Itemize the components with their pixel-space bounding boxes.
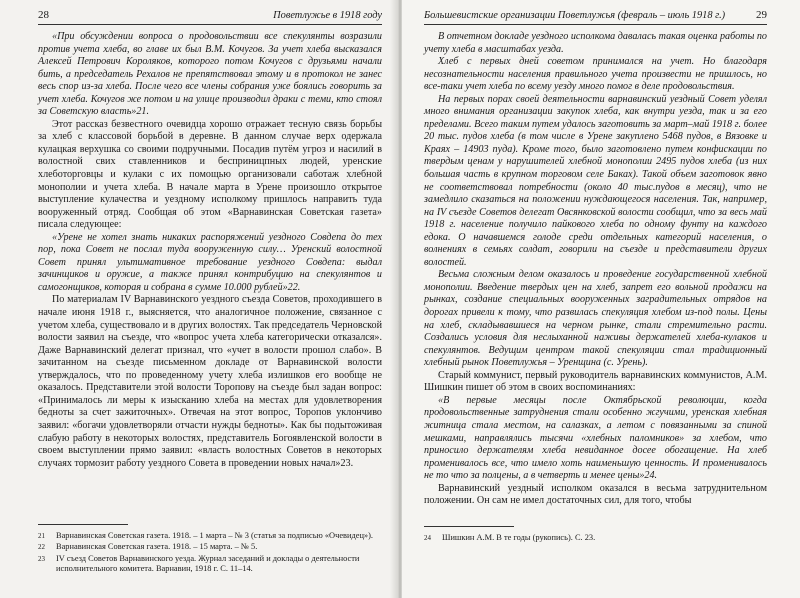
running-head xyxy=(424,9,767,25)
running-head xyxy=(38,9,382,25)
paragraph: Варнавинский уездный исполком оказался в весьма затруднительном положении. Он сам не имел достаточных сил, для того, чтобы xyxy=(424,482,767,507)
paragraph: Весьма сложным делом оказалось и проведение государственной хлебной монополии. Введение твердых цен на хлеб, запрет его вольной продажи на рынках, создание специальных вооруженных заградительных отрядов на дорогах привели к тому, что развилась спекуляция хлебом из-под полы. Цены на хлеб, складывавшиеся на черном рынке, стали стремительно расти. Создались условия для неслыханной наживы держателей хлеба-кулаков и спекулянтов. Ведущим центром такой спекуляции стал традиционный хлебный рынок Поветлужья – Уренщина (с. Урень). xyxy=(424,269,767,369)
body-text xyxy=(424,31,767,508)
footnote xyxy=(38,542,382,552)
footnote-rule xyxy=(424,526,514,527)
page-number: 29 xyxy=(756,9,767,21)
footnote-text: Шишкин А.М. В те годы (рукопись). С. 23. xyxy=(442,532,596,542)
paragraph: По материалам IV Варнавинского уездного съезда Советов, проходившего в начале июня 1918 г., выясняется, что аналогичное положение, связанное с учетом хлеба, существовало и в других волостях. Так председатель Черновской волости заявил на съезде, что «вопрос учета хлеба категорически отказался». Даже Варнавинский делегат признал, что «учет в волости прошол слабо». В зачитанном на съезде письменном докладе от Варнавинской волости утверждалось, что по проведенному учету хлеба излишков его вообще не оказалось. Представители этой волости Торопову на съезде был задан вопрос: «Принималось ли меры к изысканию хлеба на местах для удовлетворения бедноты за счет зажиточных». Отвечая на этот вопрос, Торопов уклончиво заявил: «богачи удовлетворяли отчасти нужды бедноты». Как бы подытоживая слабую работу в некоторых волостях, представитель Богоявленской волости в своем выступлении прямо заявил: «власть волостных Советов в некоторых случаях тормозит работу уездного Совета в проведении новых начал»23. xyxy=(38,294,382,469)
paragraph: В отчетном докладе уездного исполкома давалась такая оценка работы по учету хлеба в масштабах уезда. xyxy=(424,31,767,55)
paragraph: «Урене не хотел знать никаких распоряжений уездного Совдепа до тех пор, пока Совет не послал туда вооруженную силу… Уренский волостной Совет принял ультимативное требование уездного Совдепа: выдал зачинщиков и оружие, а также принял контрибуцию на спекулянтов и самогонщиков, которая и собрана в сумме 10.000 рублей»22. xyxy=(38,231,382,293)
footnote-number: 23 xyxy=(38,554,45,563)
paragraph: «В первые месяцы после Октябрьской революции, когда продовольственные затруднения стали особенно жгучими, уренская хлебная житница стала местом, на салазках, а летом с повязанными за спиной мешками, направлялись тысячи «хлебных паломников» за хлебом, что приносило держателям хлеба невиданное досее обогащение. На хлеб променивалось все, что имело хоть наименьшую ценность. И променивалось не то что за полцены, а в четверть и менее цены»24. xyxy=(424,394,767,482)
footnote-text: IV съезд Советов Варнавинского уезда. Журнал заседаний и доклады о деятельности исполнительного комитета. Варнавин, 1918 г. С. 11–14. xyxy=(56,553,360,573)
footnote-number: 24 xyxy=(424,533,431,542)
paragraph: «При обсуждении вопроса о продовольствии все спекулянты возразили против учета хлеба, во главе их был В.М. Кочугов. За учет хлеба высказался Алексей Петрович Короляков, которого потом Кочугов с друзьями начали бить, а председатель Рехалов не препятствовал этому и в протокол не занес весь спор из-за хлеба. После чего все члены собрания уже боялись говорить за учет хлеба. Кочугов же потом и на улице производил драки с теми, кто стоял за Советскую власть»21. xyxy=(38,31,382,118)
footnote xyxy=(38,531,382,541)
footnote xyxy=(424,533,767,543)
body-text xyxy=(38,31,382,470)
footnote-rule xyxy=(38,524,128,525)
footnote-number: 21 xyxy=(38,532,45,541)
footnote-text: Варнавинская Советская газета. 1918. – 1 марта – № 3 (статья за подписью «Очевидец»). xyxy=(56,531,373,541)
footnote-number: 22 xyxy=(38,543,45,552)
footnote-text: Варнавинская Советская газета. 1918. – 15 марта. – № 5. xyxy=(56,542,258,552)
paragraph: На первых порах своей деятельности варнавинский уездный Совет уделял много внимания организации закупок хлеба, как внутри уезда, так и за его пределами. Всего таким путем удалось заготовить за март–май 1918 г. более 20 тыс. пудов хлеба (в том числе в Урене закуплено 5468 пудов, в Вязовке и Краях – 14903 пуда). Кроме того, было заготовлено путем конфискации по твердым ценам у нарушителей хлебной монополии 2495 пудов хлеба (из них большая часть в крупном торговом селе Баках). Такой объем заготовок явно не соответствовал потребности (около 40 тыс.пудов в месяц), что не замедлило сказаться на положении нуждающегося населения. Так, например, на IV съезде Советов делегат Овсянковской волости сообщил, что за весь май 1918 г. население получило пайкового хлеба по одному фунту на каждого едока. О начавшемся голоде среди отдельных категорий населения, о волнениях в семьях солдат, говорили на съезде и представители других волостей. xyxy=(424,93,767,268)
page-number: 28 xyxy=(38,9,49,21)
paragraph: Этот рассказ безвестного очевидца хорошо отражает тесную связь борьбы за хлеб с классовой борьбой в деревне. В данном случае верх одержала кулацкая верхушка со своими подручными. Посадив путём угроз и насилий в волостной свих ставленников и бесприницпных людей, уренские хлеботорговцы и кулаки с их помощью организовали саботаж хлебной монополии и учета хлеба. В начале марта в Урене произошло открытое выступление кулачества и уездному исполкому пришлось направить туда вооруженный отряд. Сообщая об этом «Варнавинская Советская газета» писала следующее: xyxy=(38,118,382,231)
left-page xyxy=(0,0,398,598)
running-title: Большевистские организации Поветлужья (февраль – июль 1918 г.) xyxy=(424,10,726,21)
footnote xyxy=(38,554,382,574)
running-title: Поветлужье в 1918 году xyxy=(273,10,382,21)
paragraph: Старый коммунист, первый руководитель варнавинских коммунистов, А.М. Шишкин пишет об этом в своих воспоминаниях: xyxy=(424,369,767,394)
footnotes xyxy=(424,526,767,544)
right-page xyxy=(402,0,800,598)
paragraph: Хлеб с первых дней советом принимался на учет. Но благодаря несознательности населения правильного учета произвести не пришлось, но все-таки учет хлеба по всему уезду много помог в деле продовольствия. xyxy=(424,56,767,93)
footnotes xyxy=(38,524,382,575)
